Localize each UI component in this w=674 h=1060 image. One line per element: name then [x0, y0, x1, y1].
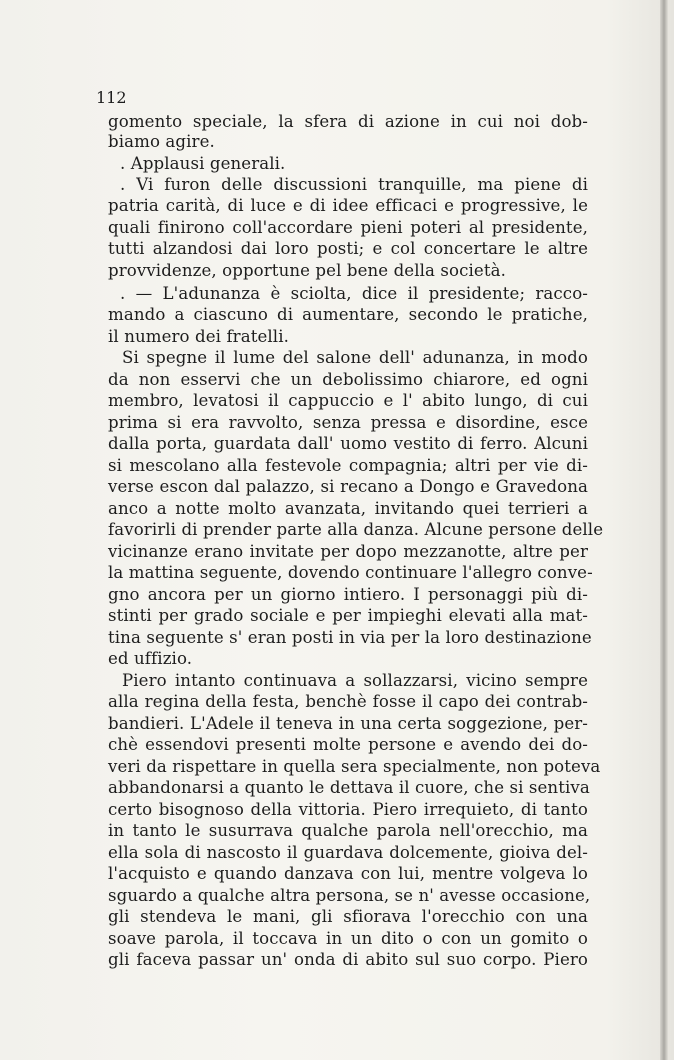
- text-line: bandieri. L'Adele il teneva in una certa soggezione, per-: [108, 714, 588, 733]
- text-line: . Vi furon delle discussioni tranquille, ma piene di: [120, 175, 588, 194]
- text-line: veri da rispettare in quella sera specialmente, non poteva: [108, 757, 601, 776]
- text-line: ella sola di nascosto il guardava dolcemente, gioiva del-: [108, 843, 588, 862]
- text-line: gno ancora per un giorno intiero. I personaggi più di-: [108, 585, 588, 604]
- text-line: tutti alzandosi dai loro posti; e col concertare le altre: [108, 239, 588, 258]
- text-line: membro, levatosi il cappuccio e l' abito lungo, di cui: [108, 391, 588, 410]
- text-line: anco a notte molto avanzata, invitando quei terrieri a: [108, 499, 588, 518]
- text-line: vicinanze erano invitate per dopo mezzanotte, altre per: [108, 542, 588, 561]
- text-line: Piero intanto continuava a sollazzarsi, vicino sempre: [122, 671, 588, 690]
- text-line: soave parola, il toccava in un dito o con un gomito o: [108, 929, 588, 948]
- text-line: patria carità, di luce e di idee efficaci e progressive, le: [108, 196, 588, 215]
- text-line: verse escon dal palazzo, si recano a Dongo e Gravedona: [108, 477, 588, 496]
- text-line: alla regina della festa, benchè fosse il capo dei contrab-: [108, 692, 588, 711]
- text-line: tina seguente s' eran posti in via per la loro destinazione: [108, 628, 592, 647]
- text-line: la mattina seguente, dovendo continuare l'allegro conve-: [108, 563, 593, 582]
- text-line: . Applausi generali.: [120, 154, 286, 173]
- text-line: si mescolano alla festevole compagnia; altri per vie di-: [108, 456, 588, 475]
- text-line: quali finirono coll'accordare pieni poteri al presidente,: [108, 218, 588, 237]
- text-line: sguardo a qualche altra persona, se n' avesse occasione,: [108, 886, 591, 905]
- text-line: gli faceva passar un' onda di abito sul suo corpo. Piero: [108, 950, 588, 969]
- text-line: Si spegne il lume del salone dell' adunanza, in modo: [122, 348, 588, 367]
- text-line: favorirli di prender parte alla danza. Alcune persone delle: [108, 520, 604, 539]
- text-line: chè essendovi presenti molte persone e avendo dei do-: [108, 735, 588, 754]
- text-line: in tanto le susurrava qualche parola nell'orecchio, ma: [108, 821, 588, 840]
- text-line: ed uffizio.: [108, 649, 193, 668]
- text-line: l'acquisto e quando danzava con lui, mentre volgeva lo: [108, 864, 588, 883]
- text-line: da non esservi che un debolissimo chiarore, ed ogni: [108, 370, 588, 389]
- text-line: stinti per grado sociale e per impieghi elevati alla mat-: [108, 606, 588, 625]
- text-line: certo bisognoso della vittoria. Piero irrequieto, di tanto: [108, 800, 588, 819]
- page-number: 112: [96, 88, 127, 107]
- text-line: gli stendeva le mani, gli sfiorava l'orecchio con una: [108, 907, 588, 926]
- text-line: il numero dei fratelli.: [108, 327, 289, 346]
- text-line: abbandonarsi a quanto le dettava il cuore, che si sentiva: [108, 778, 590, 797]
- text-line: dalla porta, guardata dall' uomo vestito di ferro. Alcuni: [108, 434, 588, 453]
- text-line: . — L'adunanza è sciolta, dice il presidente; racco-: [120, 284, 588, 303]
- text-line: biamo agire.: [108, 132, 215, 151]
- text-line: prima si era ravvolto, senza pressa e disordine, esce: [108, 413, 588, 432]
- text-line: gomento speciale, la sfera di azione in cui noi dob-: [108, 112, 588, 131]
- text-line: provvidenze, opportune pel bene della società.: [108, 261, 506, 280]
- page-edge: [660, 0, 668, 1060]
- text-line: mando a ciascuno di aumentare, secondo le pratiche,: [108, 305, 588, 324]
